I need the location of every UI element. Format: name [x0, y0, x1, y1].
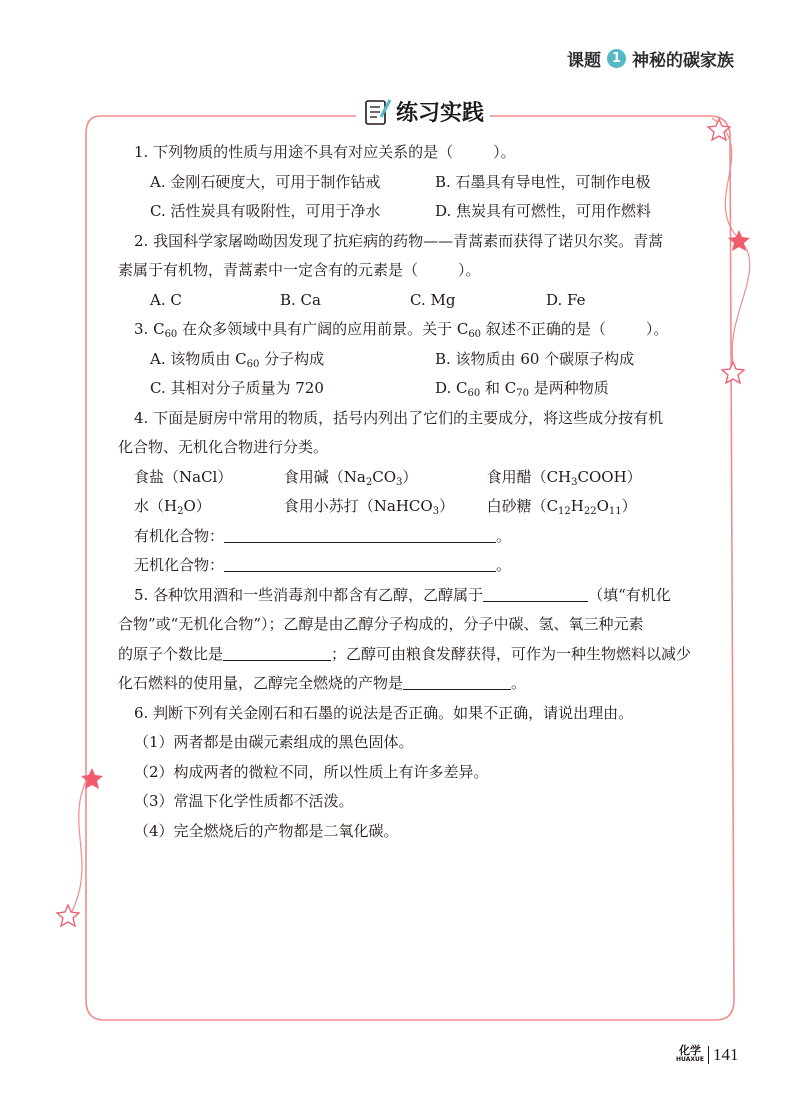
- page-footer: [676, 1045, 738, 1065]
- q6-item: （1）两者都是由碳元素组成的黑色固体。: [134, 733, 414, 751]
- q2-line2: 素属于有机物，青蒿素中一定含有的元素是（ ）。: [118, 261, 481, 279]
- substance-salt: 食盐（NaCl）: [134, 467, 233, 486]
- q3-option-a: A. 该物质由 $C_{60}$ 分子构成: [150, 349, 325, 370]
- q4-inorganic-answer: 无机化合物： 。: [134, 551, 730, 581]
- q4-substances-row2: [134, 492, 730, 522]
- substance-sugar: 白砂糖$(C_{12}H_{22}O_{11})$: [486, 497, 637, 517]
- q2-option-b: B. Ca: [280, 290, 321, 309]
- chapter-prefix: 课题: [567, 51, 601, 71]
- q1-option-d: D. 焦炭具有可燃性，可用作燃料: [435, 202, 652, 220]
- substance-bicarb: 食用小苏打（NaHCO$_3$）: [283, 497, 455, 517]
- q5-line4: 化石燃料的使用量，乙醇完全燃烧的产物是 。: [118, 669, 730, 699]
- q2-option-c: C. Mg: [410, 290, 456, 309]
- frame-vine-left: [70, 770, 92, 915]
- q1-option-a: A. 金刚石硬度大，可用于制作钻戒: [150, 172, 381, 191]
- q3-option-c: C. 其相对分子质量为 720: [150, 379, 324, 397]
- star-icon: [708, 119, 730, 140]
- q4-organic-answer: 有机化合物： 。: [134, 522, 730, 552]
- q3-stem: 3. $C_{60}$ 在众多领域中具有广阔的应用前景。关于 $C_{60}$ 叙述不正确的是（ ）。: [134, 320, 669, 340]
- substance-vinegar: 食用醋$(CH_3COOH)$: [486, 467, 642, 488]
- q4-substances-row1: [134, 463, 730, 493]
- q3-options-row2: [134, 374, 730, 404]
- q1-options-row1: [134, 168, 730, 198]
- section-title-text: 练习实践: [396, 101, 485, 126]
- q2-options: [134, 286, 730, 316]
- q5-blank-1[interactable]: [483, 583, 588, 602]
- q1-options-row2: [134, 197, 730, 227]
- q2-line1: 2. 我国科学家屠呦呦因发现了抗疟病的药物——青蒿素而获得了诺贝尔奖。青蒿: [134, 231, 664, 250]
- q5-line3: 的原子个数比是 ；乙醇可由粮食发酵获得，可作为一种生物燃料以减少: [118, 640, 730, 670]
- q2-option-a: A. C: [150, 290, 182, 309]
- subject-en: HUAXUE: [676, 1056, 704, 1063]
- substance-water: 水$(H_2O)$: [134, 497, 211, 517]
- q3-option-d: D. $C_{60}$ 和 $C_{70}$ 是两种物质: [435, 379, 609, 399]
- inorganic-answer-blank[interactable]: [224, 553, 496, 572]
- q6-item: （3）常温下化学性质都不活泼。: [134, 792, 354, 810]
- star-icon: [57, 905, 79, 926]
- q1-stem: 1. 下列物质的性质与用途不具有对应关系的是（ ）。: [134, 143, 516, 161]
- notebook-pencil-icon: [362, 97, 392, 127]
- q4-line1: 4. 下面是厨房中常用的物质，括号内列出了它们的主要成分，将这些成分按有机: [134, 408, 664, 427]
- exercise-content: [118, 138, 730, 846]
- q3-options-row1: [134, 345, 730, 375]
- section-title: [356, 96, 490, 127]
- q1-option-b: B. 石墨具有导电性，可制作电极: [435, 172, 651, 191]
- q5-line2: 合物”或“无机化合物”）；乙醇是由乙醇分子构成的，分子中碳、氢、氧三种元素: [118, 615, 644, 633]
- q6-stem: 6. 判断下列有关金刚石和石墨的说法是否正确。如果不正确，请说出理由。: [134, 703, 634, 722]
- q3-option-b: B. 该物质由 60 个碳原子构成: [435, 349, 635, 368]
- q5-blank-2[interactable]: [223, 642, 331, 661]
- subject-zh: 化学: [678, 1044, 701, 1057]
- chapter-title: 神秘的碳家族: [632, 51, 734, 71]
- q6-item: （4）完全燃烧后的产物都是二氧化碳。: [134, 821, 399, 840]
- q4-line2: 化合物、无机化合物进行分类。: [118, 438, 329, 456]
- organic-answer-blank[interactable]: [224, 524, 496, 543]
- q6-item: （2）构成两者的微粒不同，所以性质上有许多差异。: [134, 762, 489, 781]
- subject-brand: [676, 1046, 709, 1064]
- page-number: 141: [712, 1045, 739, 1064]
- q1-option-c: C. 活性炭具有吸附性，可用于净水: [150, 202, 381, 220]
- q5-line1: 5. 各种饮用酒和一些消毒剂中都含有乙醇，乙醇属于 （填“有机化: [134, 581, 730, 611]
- q5-blank-3[interactable]: [403, 671, 511, 690]
- chapter-number-badge: 1: [607, 49, 626, 68]
- substance-soda: 食用碱$(Na_2CO_3)$: [283, 467, 418, 488]
- q2-option-d: D. Fe: [546, 290, 586, 309]
